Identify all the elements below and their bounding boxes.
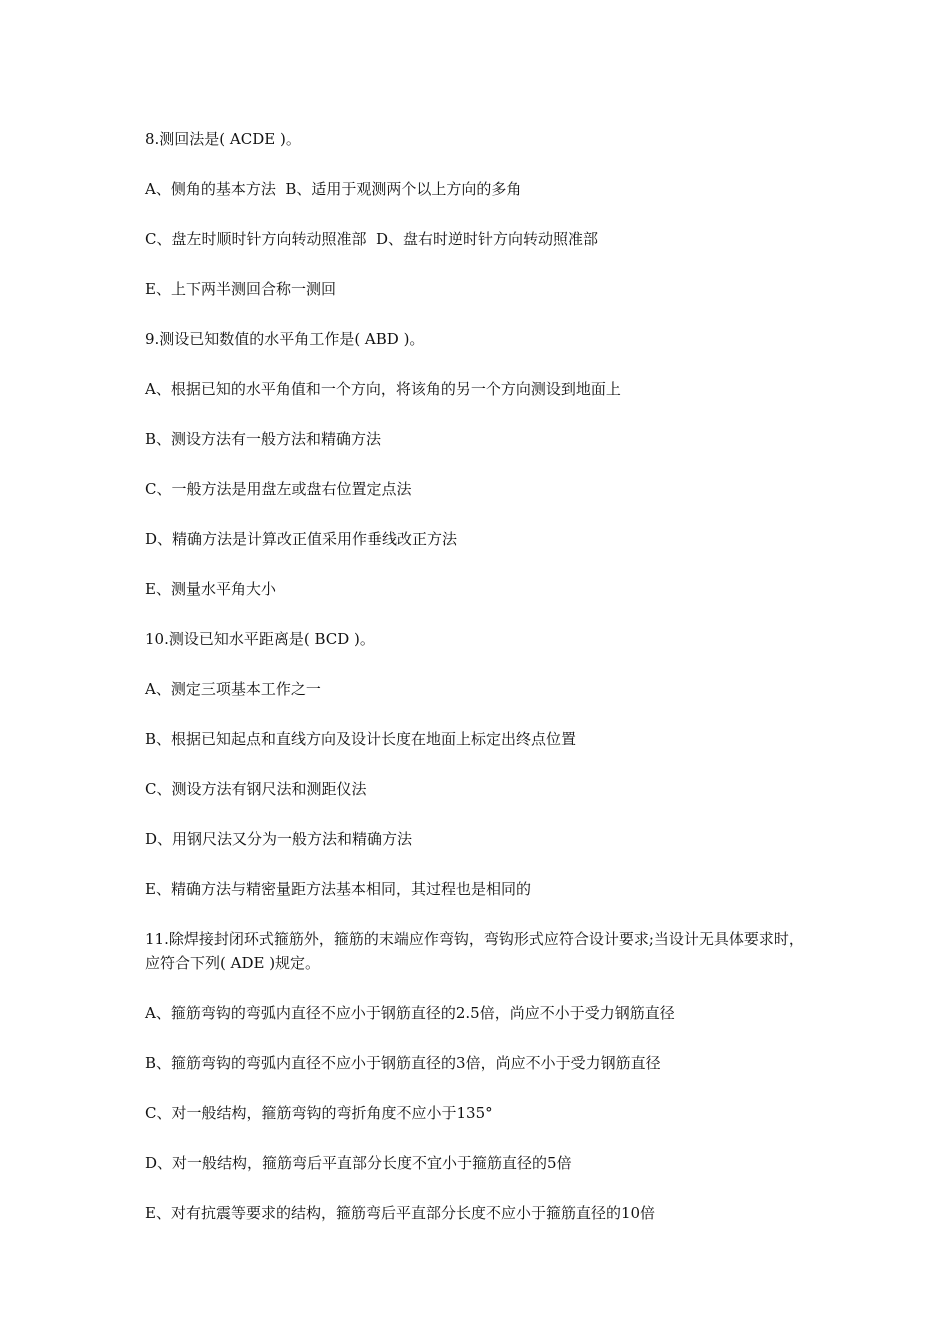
question-10-option-b: B、根据已知起点和直线方向及设计长度在地面上标定出终点位置 <box>145 730 577 748</box>
question-10-option-e: E、精确方法与精密量距方法基本相同，其过程也是相同的 <box>145 880 531 898</box>
question-9-stem: 9.测设已知数值的水平角工作是( ABD )。 <box>145 330 425 348</box>
question-10-option-c: C、测设方法有钢尺法和测距仪法 <box>145 780 367 798</box>
question-9-option-c: C、一般方法是用盘左或盘右位置定点法 <box>145 480 412 498</box>
question-11-stem: 11.除焊接封闭环式箍筋外，箍筋的末端应作弯钩，弯钩形式应符合设计要求;当设计无具体要求时，应符合下列( ADE )规定。 <box>145 930 804 972</box>
question-8-options-cd: C、盘左时顺时针方向转动照准部 D、盘右时逆时针方向转动照准部 <box>145 230 599 248</box>
question-9-option-b: B、测设方法有一般方法和精确方法 <box>145 430 382 448</box>
document-body <box>145 127 810 1251</box>
question-11-option-e: E、对有抗震等要求的结构，箍筋弯后平直部分长度不应小于箍筋直径的10倍 <box>145 1204 656 1222</box>
question-10-option-d: D、用钢尺法又分为一般方法和精确方法 <box>145 830 413 848</box>
question-8-options-ab: A、侧角的基本方法 B、适用于观测两个以上方向的多角 <box>145 180 522 198</box>
question-9-option-d: D、精确方法是计算改正值采用作垂线改正方法 <box>145 530 458 548</box>
question-8-option-e: E、上下两半测回合称一测回 <box>145 280 336 298</box>
question-11-option-c: C、对一般结构，箍筋弯钩的弯折角度不应小于135° <box>145 1104 493 1122</box>
question-8-stem: 8.测回法是( ACDE )。 <box>145 130 301 148</box>
question-9-option-e: E、测量水平角大小 <box>145 580 276 598</box>
question-10-option-a: A、测定三项基本工作之一 <box>145 680 321 698</box>
question-10-stem: 10.测设已知水平距离是( BCD )。 <box>145 630 375 648</box>
question-11-option-d: D、对一般结构，箍筋弯后平直部分长度不宜小于箍筋直径的5倍 <box>145 1154 572 1172</box>
question-11-option-a: A、箍筋弯钩的弯弧内直径不应小于钢筋直径的2.5倍，尚应不小于受力钢筋直径 <box>145 1004 675 1022</box>
question-9-option-a: A、根据已知的水平角值和一个方向，将该角的另一个方向测设到地面上 <box>145 380 621 398</box>
question-11-option-b: B、箍筋弯钩的弯弧内直径不应小于钢筋直径的3倍，尚应不小于受力钢筋直径 <box>145 1054 661 1072</box>
